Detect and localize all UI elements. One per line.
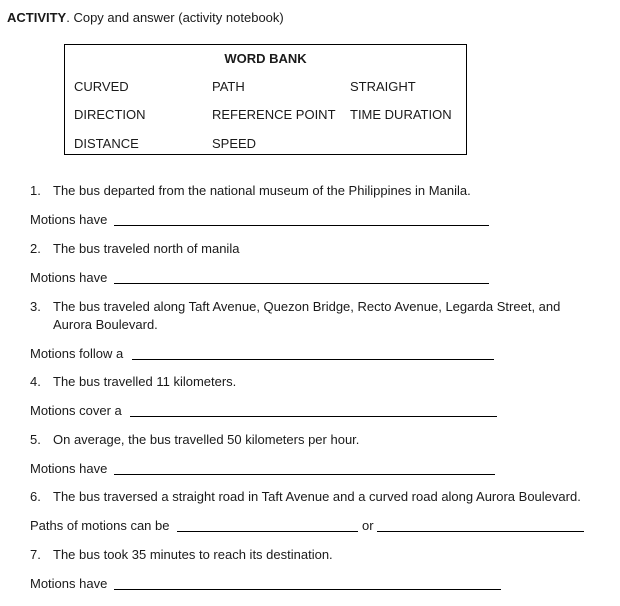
word-bank-box <box>64 44 467 155</box>
question-number: 3. <box>30 299 41 314</box>
answer-prompt: Motions follow a <box>30 346 124 361</box>
answer-blank[interactable] <box>114 589 501 590</box>
answer-blank[interactable] <box>177 531 358 532</box>
answer-blank[interactable] <box>114 283 489 284</box>
question-number: 4. <box>30 374 41 389</box>
answer-blank[interactable] <box>114 225 489 226</box>
question-text: The bus traveled north of manila <box>53 241 240 256</box>
question-number: 5. <box>30 432 41 447</box>
question-2 <box>30 240 593 258</box>
answer-prompt: Motions have <box>30 270 108 285</box>
activity-instructions: . Copy and answer (activity notebook) <box>66 10 284 25</box>
answer-prompt: Motions have <box>30 576 108 591</box>
word-bank-title: WORD BANK <box>224 51 307 66</box>
question-number: 6. <box>30 489 41 504</box>
question-number: 1. <box>30 183 41 198</box>
word-curved: CURVED <box>74 79 129 94</box>
answer-connector: or <box>362 518 374 533</box>
word-time-duration: TIME DURATION <box>350 107 452 122</box>
word-path: PATH <box>212 79 245 94</box>
answer-blank[interactable] <box>377 531 584 532</box>
word-reference-point: REFERENCE POINT <box>212 107 336 122</box>
question-text: The bus travelled 11 kilometers. <box>53 374 237 389</box>
question-4 <box>30 373 593 391</box>
question-3 <box>30 298 593 334</box>
question-text: The bus traversed a straight road in Taft Avenue and a curved road along Aurora Boulevard. <box>53 489 581 504</box>
question-text: The bus traveled along Taft Avenue, Quezon Bridge, Recto Avenue, Legarda Street, and Aurora Boulevard. <box>53 299 561 332</box>
question-text: The bus took 35 minutes to reach its destination. <box>53 547 333 562</box>
question-6 <box>30 488 613 506</box>
word-distance: DISTANCE <box>74 136 139 151</box>
question-text: On average, the bus travelled 50 kilometers per hour. <box>53 432 360 447</box>
activity-heading <box>7 10 284 25</box>
question-number: 7. <box>30 547 41 562</box>
word-speed: SPEED <box>212 136 257 151</box>
answer-prompt: Paths of motions can be <box>30 518 170 533</box>
question-number: 2. <box>30 241 41 256</box>
question-1 <box>30 182 593 200</box>
answer-blank[interactable] <box>132 359 494 360</box>
answer-blank[interactable] <box>114 474 495 475</box>
question-7 <box>30 546 593 564</box>
word-straight: STRAIGHT <box>350 79 416 94</box>
activity-label: ACTIVITY <box>7 10 67 25</box>
answer-blank[interactable] <box>130 416 497 417</box>
question-5 <box>30 431 593 449</box>
answer-prompt: Motions cover a <box>30 403 122 418</box>
answer-prompt: Motions have <box>30 461 108 476</box>
answer-prompt: Motions have <box>30 212 108 227</box>
question-text: The bus departed from the national museum of the Philippines in Manila. <box>53 183 471 198</box>
word-direction: DIRECTION <box>74 107 146 122</box>
